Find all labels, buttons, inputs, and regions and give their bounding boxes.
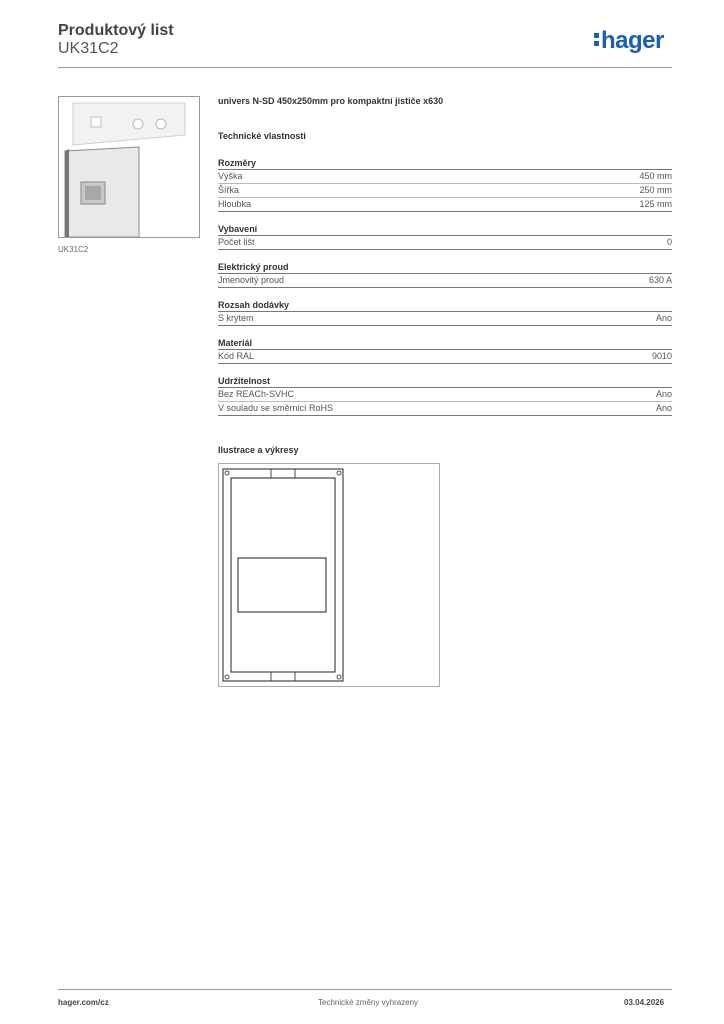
product-description: univers N-SD 450x250mm pro kompaktní jističe x630 — [218, 96, 444, 106]
enclosure-photo-icon — [59, 97, 199, 237]
spec-label: Hloubka — [218, 199, 252, 209]
footer-website: hager.com/cz — [58, 998, 109, 1007]
spec-label: Šířka — [218, 185, 240, 195]
spec-value: Ano — [655, 313, 672, 323]
spec-label: Jmenovitý proud — [218, 275, 285, 285]
hager-logo — [594, 27, 664, 55]
spec-value: 450 mm — [639, 171, 672, 181]
section-scope-of-delivery — [218, 299, 672, 326]
section-material — [218, 337, 672, 364]
spec-value: 0 — [666, 237, 672, 247]
footer-date: 03.04.2026 — [624, 998, 665, 1007]
spec-row — [218, 184, 672, 198]
header-divider — [58, 67, 672, 68]
spec-value: Ano — [655, 403, 672, 413]
section-electric-current — [218, 261, 672, 288]
section-title: Materiál — [218, 337, 672, 350]
spec-label: Kód RAL — [218, 351, 255, 361]
spec-label: S krytem — [218, 313, 254, 323]
spec-value: 630 A — [648, 275, 672, 285]
logo-dots-icon — [594, 33, 599, 49]
spec-row — [218, 274, 672, 288]
section-dimensions — [218, 157, 672, 212]
enclosure-drawing-icon — [219, 464, 439, 686]
spec-value: Ano — [655, 389, 672, 399]
section-title: Elektrický proud — [218, 261, 672, 274]
illustrations-heading: Ilustrace a výkresy — [218, 445, 299, 455]
photo-caption: UK31C2 — [58, 245, 89, 254]
spec-row — [218, 198, 672, 212]
technical-drawing — [218, 463, 440, 687]
section-title: Rozměry — [218, 157, 672, 170]
product-code: UK31C2 — [58, 40, 119, 57]
spec-value: 125 mm — [639, 199, 672, 209]
spec-label: Počet lišt — [218, 237, 255, 247]
section-title: Rozsah dodávky — [218, 299, 672, 312]
section-sustainability — [218, 375, 672, 416]
spec-label: V souladu se směrnicí RoHS — [218, 403, 334, 413]
spec-label: Výška — [218, 171, 243, 181]
footer-divider — [58, 989, 672, 990]
logo-text: hager — [601, 27, 664, 54]
footer-notice: Technické změny vyhrazeny — [318, 998, 419, 1007]
spec-row — [218, 350, 672, 364]
spec-row — [218, 236, 672, 250]
technical-sections — [218, 157, 672, 427]
product-photo — [58, 96, 200, 238]
spec-row — [218, 312, 672, 326]
spec-row — [218, 170, 672, 184]
section-title: Vybavení — [218, 223, 672, 236]
technical-heading: Technické vlastnosti — [218, 131, 306, 141]
spec-value: 250 mm — [639, 185, 672, 195]
spec-row — [218, 388, 672, 402]
section-equipment — [218, 223, 672, 250]
spec-value: 9010 — [651, 351, 672, 361]
spec-label: Bez REACh-SVHC — [218, 389, 295, 399]
spec-row — [218, 402, 672, 416]
section-title: Udržitelnost — [218, 375, 672, 388]
page-title: Produktový list — [58, 22, 174, 39]
